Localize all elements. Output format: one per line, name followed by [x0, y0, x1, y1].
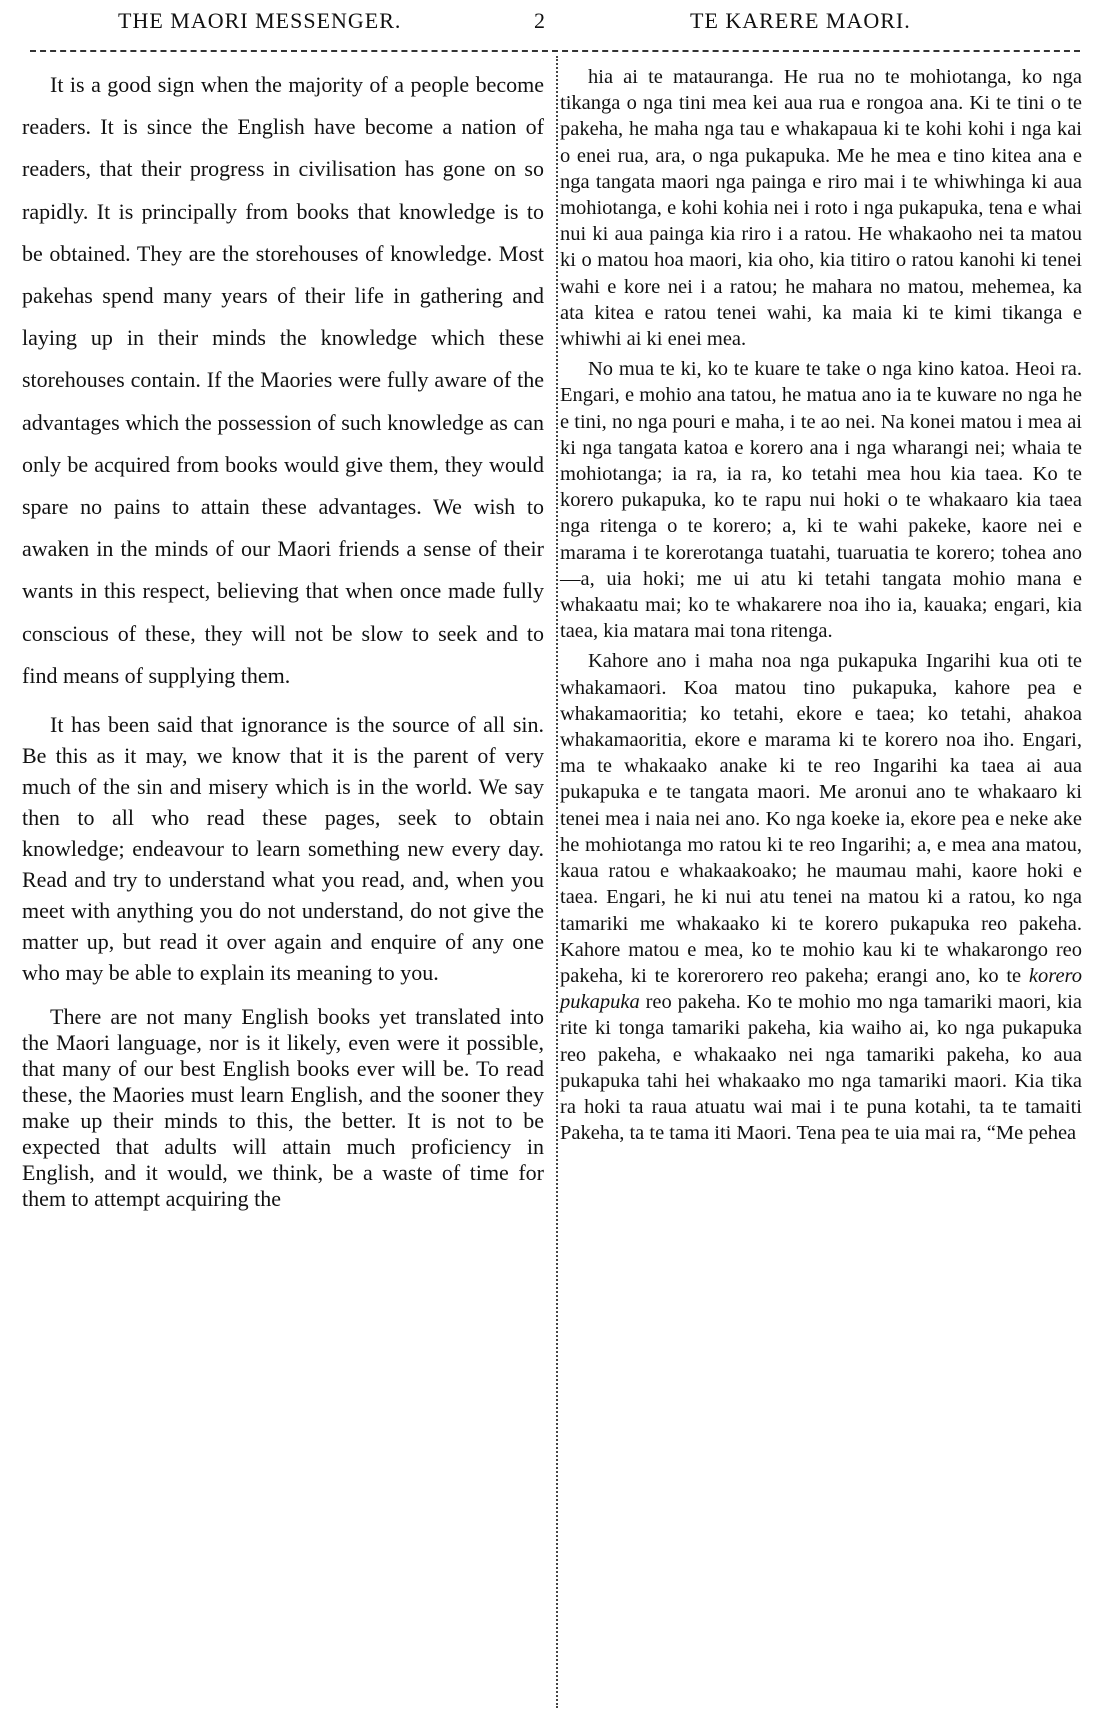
- header-rule: [30, 50, 1080, 52]
- maori-paragraph-3-italic: korero pukapuka: [560, 964, 1083, 1014]
- english-paragraph-2: It has been said that ignorance is the source of all sin. Be this as it may, we know that it is the parent of very much of the sin and misery which is in the world. We say then to all who read these pages, seek to obtain knowledge; endeavour to learn something new every day. Read and try to understand what you read, and, when you meet with anything you do not understand, do not give the matter up, but read it over again and enquire of any one who may be able to explain its meaning to you.: [22, 712, 544, 986]
- page-number: 2: [534, 8, 546, 33]
- maori-paragraph-1: hia ai te matauranga. He rua no te mohiotanga, ko nga tikanga o nga tini mea kei aua rua e rongoa ana. Ki te tini o te pakeha, he maha nga tau e whakapaua ki te kohi kohi i nga kai o enei rua, ara, o nga pukapuka. Me he mea e tino kitea ana e nga tangata maori nga painga e riro mai i te whiwhinga ki aua mohiotanga, e kohi kohia nei i roto i nga pukapuka, tena e whai nui ki aua painga kia riro i a ratou. He whakaoho nei ta matou ki o matou hoa maori, kia oho, kia titiro o ratou kanohi ki tenei wahi e kore nei i a ratou; he mahara no matou, mehemea, ka ata kitea e ratou tenei wahi, ka maia ki te kimi tikanga e whiwhi ai ki enei mea.: [560, 66, 1082, 351]
- english-paragraph-1: It is a good sign when the majority of a people become readers. It is since the English have become a nation of readers, that their progress in civilisation has gone on so rapidly. It is principally from books that knowledge is to be obtained. They are the storehouses of knowledge. Most pakehas spend many years of their life in gathering and laying up in their minds the knowledge which these storehouses contain. If the Maories were fully aware of the advantages which the possession of such knowledge as can only be acquired from books would give them, they would spare no pains to attain these advantages. We wish to awaken in the minds of our Maori friends a sense of their wants in this respect, believing that when once made fully conscious of these, they will not be slow to seek and to find means of supplying them.: [22, 72, 544, 688]
- column-divider: [556, 56, 558, 1708]
- english-column: [22, 64, 544, 1212]
- english-paragraph-3: There are not many English books yet translated into the Maori language, nor is it likely, even were it possible, that many of our best English books ever will be. To read these, the Maories must learn English, and the sooner they make up their minds to this, the better. It is not to be expected that adults will attain much proficiency in English, and it would, we think, be a waste of time for them to attempt acquiring the: [22, 1004, 544, 1212]
- maori-paragraph-3-start: Kahore ano i maha noa nga pukapuka Ingarihi kua oti te whakamaori. Koa matou tino pukapuka, kahore pea e whakamaoritia; ko tetahi, ekore e taea; ko tetahi, ahakoa whakamaoritia, ekore e marama ki te korero noa iho. Engari, ma te whakaako anake ki te reo Ingarihi ka taea ai aua pukapuka e te tangata maori. Me aronui ano te whakaaro ki tenei mea i naia nei ano. Ko nga koeke ia, ekore pea e neke ake he mohiotanga mo ratou ki te reo Ingarihi; a, e mea ana matou, kaua ratou e whakaakoako; he maumau mahi, kaore hoki e taea. Engari, he ki nui atu tenei na matou ki a ratou, ko nga tamariki me whakaako ki te korero pukapuka reo pakeha. Kahore matou e mea, ko te mohio kau ki te whakarongo reo pakeha, ki te korerorero reo pakeha; erangi ano, ko te: [560, 650, 1082, 987]
- english-masthead: THE MAORI MESSENGER.: [118, 8, 402, 33]
- maori-column: [560, 64, 1082, 1146]
- page-header: [0, 6, 1114, 42]
- maori-masthead: TE KARERE MAORI.: [690, 8, 911, 33]
- maori-paragraph-3-end: reo pakeha. Ko te mohio mo nga tamariki maori, kia rite ki tonga tamariki pakeha, kia waiho ai, ko nga pukapuka reo pakeha, e whakaako nei nga tamariki pakeha, ko aua pukapuka tahi hei whakaako mo nga tamariki maori. Kia tika ra hoki ta raua atuatu wai mai i te puna kotahi, ta te tamaiti Pakeha, ta te tama iti Maori. Tena pea te uia mai ra, “Me pehea: [560, 991, 1083, 1145]
- maori-paragraph-2: No mua te ki, ko te kuare te take o nga kino katoa. Heoi ra. Engari, e mohio ana tatou, he matua ano ia te kuware no nga he e tini, no nga pouri e maha, i te ao nei. Na konei matou i mea ai ki nga tangata katoa e korero ana i nga wharangi nei; whaia te mohiotanga; ia ra, ia ra, ko tetahi mea hou kia taea. Ko te korero pukapuka, ko te rapu nui hoki o te whakaaro kia taea nga ritenga o te korero; a, ki te wahi pakeke, kaore nei e marama i te korerotanga tuatahi, tuaruatia te korero; tohea ano—a, uia hoki; me ui atu ki tetahi tangata mohio mana e whakaatu mai; ko te whakarere noa iho ia, kauaka; engari, kia taea, kia matara mai tona ritenga.: [560, 358, 1082, 643]
- maori-paragraph-3: [560, 648, 1082, 1146]
